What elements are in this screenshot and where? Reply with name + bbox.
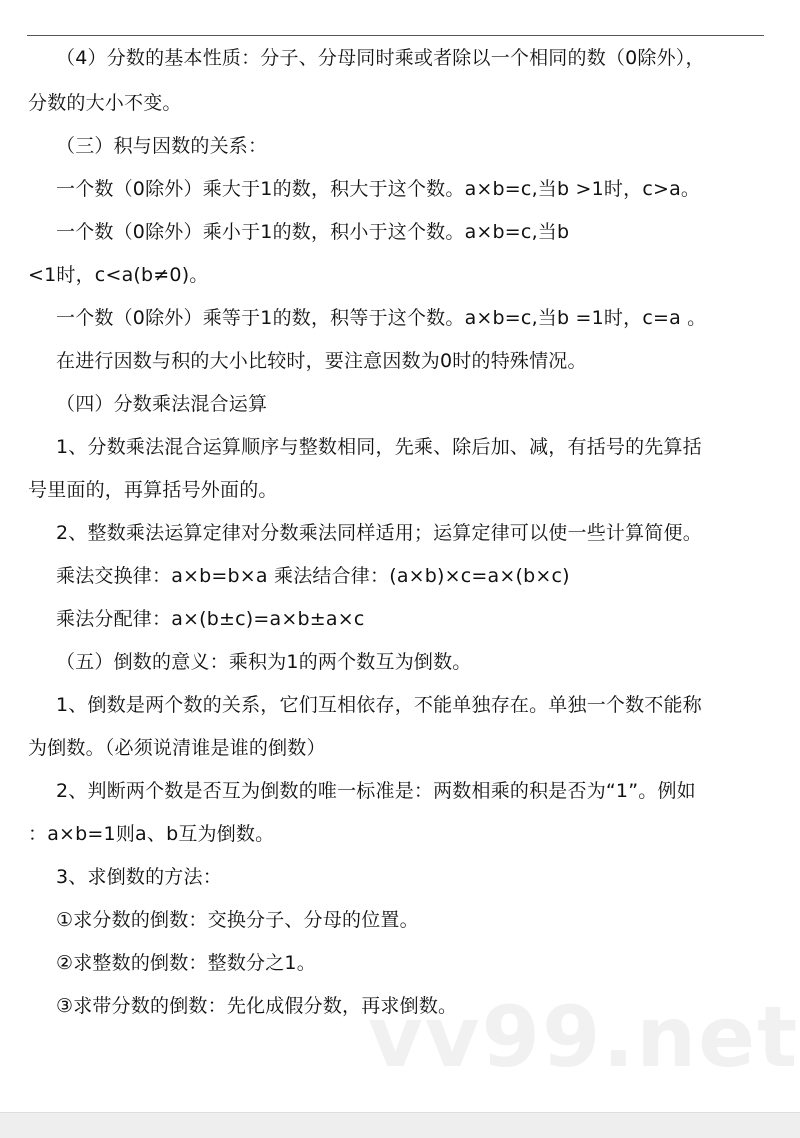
text-line: 2、判断两个数是否互为倒数的唯一标准是：两数相乘的积是否为“1”。例如 xyxy=(56,780,696,802)
list-item: ③求带分数的倒数：先化成假分数，再求倒数。 xyxy=(56,995,458,1017)
text-line: 3、求倒数的方法： xyxy=(56,866,222,888)
list-item: ②求整数的倒数：整数分之1。 xyxy=(56,952,316,974)
text-line: 一个数（0除外）乘等于1的数，积等于这个数。a×b=c,当b =1时，c=a 。 xyxy=(56,307,707,329)
text-line: 2、整数乘法运算定律对分数乘法同样适用；运算定律可以使一些计算简便。 xyxy=(56,522,702,544)
text-line: <1时，c<a(b≠0)。 xyxy=(28,264,209,286)
list-item: ①求分数的倒数：交换分子、分母的位置。 xyxy=(56,909,419,931)
section-heading: （五）倒数的意义：乘积为1的两个数互为倒数。 xyxy=(56,651,472,673)
text-line: 一个数（0除外）乘大于1的数，积大于这个数。a×b=c,当b >1时，c>a。 xyxy=(56,178,701,200)
text-line: 一个数（0除外）乘小于1的数，积小于这个数。a×b=c,当b xyxy=(56,221,570,243)
text-line: ：a×b=1则a、b互为倒数。 xyxy=(28,823,275,845)
watermark: vv99.net xyxy=(368,988,800,1086)
text-line: 在进行因数与积的大小比较时，要注意因数为0时的特殊情况。 xyxy=(56,350,587,372)
text-line: 分数的大小不变。 xyxy=(28,92,182,114)
text-line: （4）分数的基本性质：分子、分母同时乘或者除以一个相同的数（0除外）， xyxy=(56,47,705,69)
text-line: 1、倒数是两个数的关系，它们互相依存，不能单独存在。单独一个数不能称 xyxy=(56,694,702,716)
page-bottom-band xyxy=(0,1112,800,1138)
formula-line: 乘法交换律：a×b=b×a 乘法结合律：(a×b)×c=a×(b×c) xyxy=(56,565,570,587)
text-line: 1、分数乘法混合运算顺序与整数相同，先乘、除后加、减，有括号的先算括 xyxy=(56,436,702,458)
section-heading: （四）分数乘法混合运算 xyxy=(56,393,268,415)
section-heading: （三）积与因数的关系： xyxy=(56,135,268,157)
text-line: 为倒数。（必须说清谁是谁的倒数） xyxy=(28,737,326,759)
formula-line: 乘法分配律：a×(b±c)=a×b±a×c xyxy=(56,608,365,630)
text-line: 号里面的，再算括号外面的。 xyxy=(28,479,278,501)
